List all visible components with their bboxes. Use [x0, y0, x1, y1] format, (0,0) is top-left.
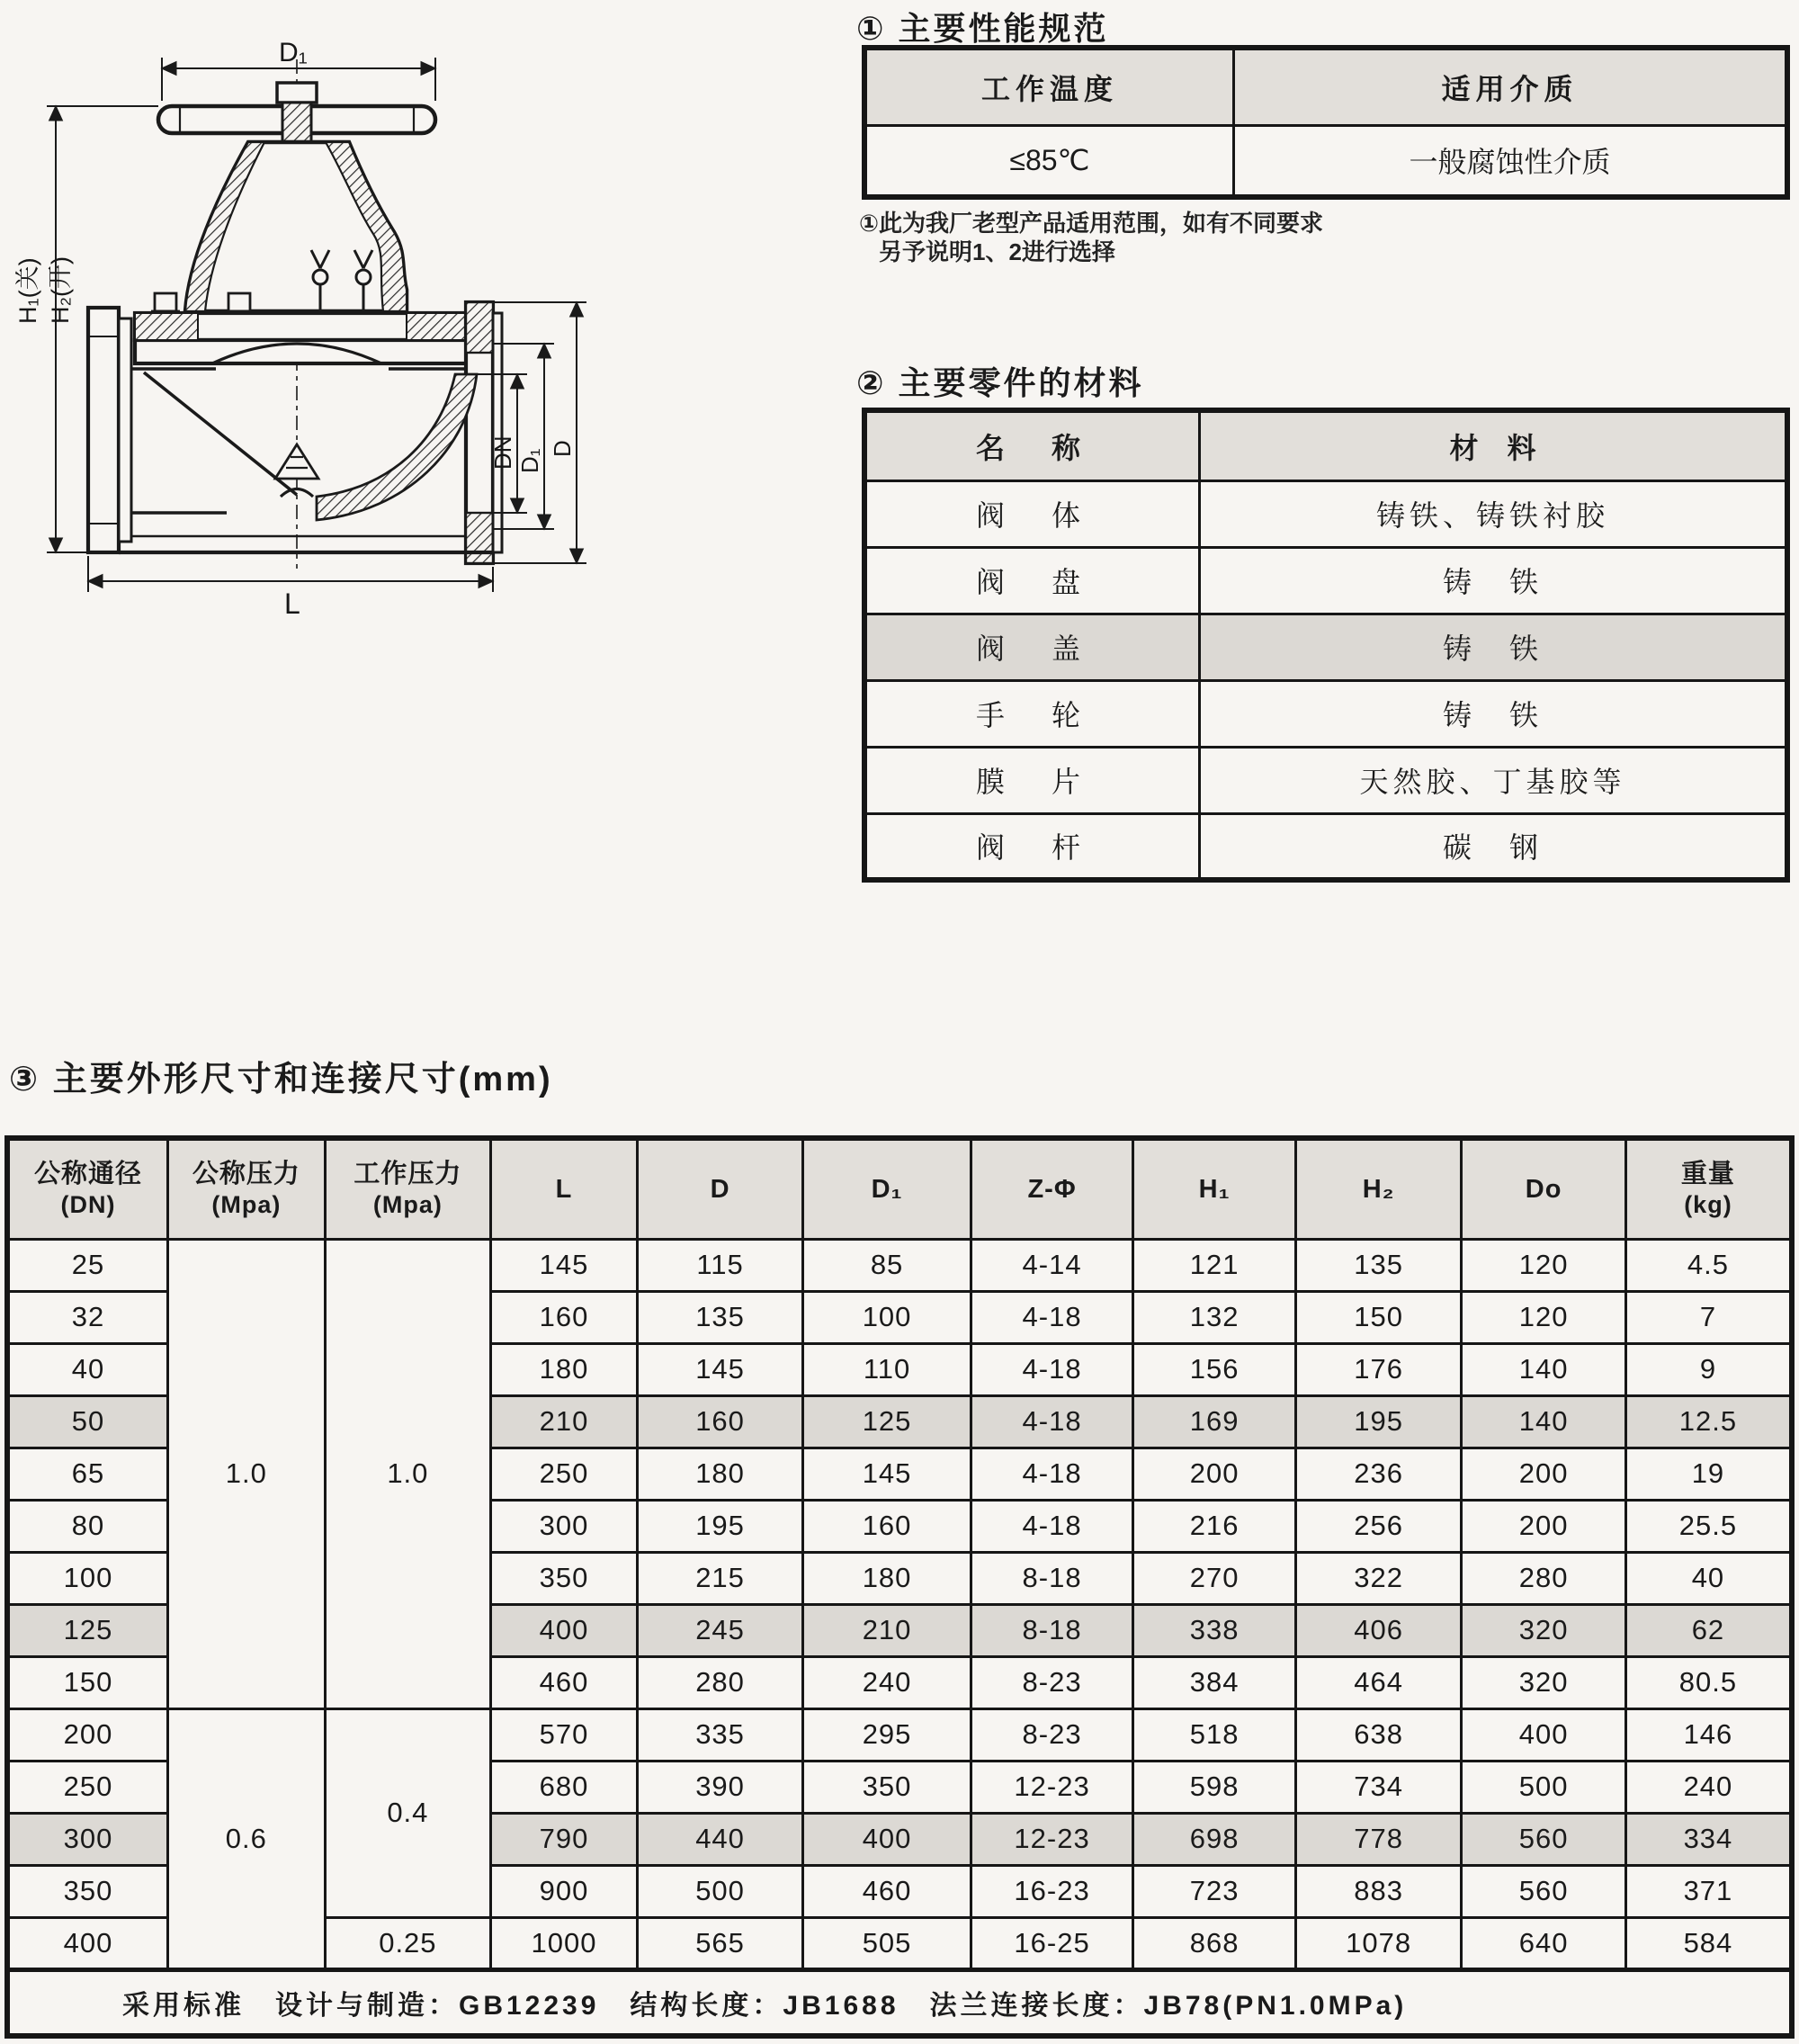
- data-cell: 640: [1462, 1917, 1626, 1969]
- dn-cell: 350: [7, 1865, 168, 1917]
- data-cell: 300: [491, 1500, 638, 1552]
- data-cell: 680: [491, 1761, 638, 1813]
- data-cell: 570: [491, 1708, 638, 1761]
- data-cell: 156: [1133, 1343, 1296, 1395]
- data-cell: 245: [637, 1604, 803, 1656]
- data-cell: 140: [1462, 1343, 1626, 1395]
- data-cell: 120: [1462, 1291, 1626, 1343]
- data-cell: 734: [1295, 1761, 1462, 1813]
- label-d1-side: D₁: [516, 448, 543, 473]
- footnote-line-2: 另予说明1、2进行选择: [879, 238, 1115, 265]
- data-cell: 280: [637, 1656, 803, 1708]
- dim-col-header: 重量 (kg): [1625, 1138, 1792, 1239]
- data-cell: 146: [1625, 1708, 1792, 1761]
- data-cell: 500: [637, 1865, 803, 1917]
- data-cell: 110: [803, 1343, 971, 1395]
- data-cell: 阀 盖: [864, 614, 1199, 680]
- data-cell: 135: [637, 1291, 803, 1343]
- dn-cell: 250: [7, 1761, 168, 1813]
- stem-nut: [277, 83, 317, 103]
- data-cell: 140: [1462, 1395, 1626, 1448]
- data-cell: 4-18: [971, 1500, 1133, 1552]
- data-cell: 铸 铁: [1199, 614, 1787, 680]
- dn-cell: 300: [7, 1813, 168, 1865]
- data-cell: 350: [491, 1552, 638, 1604]
- valve-cross-section-drawing: [0, 27, 630, 675]
- dim-col-header: L: [491, 1138, 638, 1239]
- data-cell: 180: [637, 1448, 803, 1500]
- data-cell: 320: [1462, 1604, 1626, 1656]
- data-cell: 295: [803, 1708, 971, 1761]
- data-cell: 371: [1625, 1865, 1792, 1917]
- header-row: [864, 410, 1787, 480]
- working-pressure-cell: 1.0: [325, 1239, 491, 1708]
- data-cell: 868: [1133, 1917, 1296, 1969]
- data-cell: 85: [803, 1239, 971, 1291]
- dim-row: [7, 1239, 1792, 1291]
- dn-cell: 400: [7, 1917, 168, 1969]
- data-cell: 100: [803, 1291, 971, 1343]
- nominal-pressure-cell: 1.0: [168, 1239, 326, 1708]
- data-cell: 16-25: [971, 1917, 1133, 1969]
- data-cell: 4-18: [971, 1343, 1133, 1395]
- data-cell: 790: [491, 1813, 638, 1865]
- data-cell: ≤85℃: [864, 125, 1233, 197]
- dn-cell: 100: [7, 1552, 168, 1604]
- data-cell: 121: [1133, 1239, 1296, 1291]
- data-cell: 9: [1625, 1343, 1792, 1395]
- data-cell: 8-18: [971, 1552, 1133, 1604]
- data-cell: 400: [1462, 1708, 1626, 1761]
- logo-mark: [275, 444, 318, 479]
- data-cell: 手 轮: [864, 680, 1199, 747]
- data-cell: 460: [491, 1656, 638, 1708]
- data-cell: 195: [637, 1500, 803, 1552]
- label-l: L: [284, 587, 300, 620]
- standards-row: [7, 1969, 1792, 2036]
- dim-col-header: Do: [1462, 1138, 1626, 1239]
- header-cell: 名 称: [864, 410, 1199, 480]
- data-cell: 115: [637, 1239, 803, 1291]
- dn-cell: 80: [7, 1500, 168, 1552]
- label-h-closed: H₁(关): [14, 257, 41, 324]
- dimensions-table: [4, 1135, 1795, 2039]
- data-cell: 400: [803, 1813, 971, 1865]
- data-cell: 518: [1133, 1708, 1296, 1761]
- dn-cell: 200: [7, 1708, 168, 1761]
- data-cell: 1000: [491, 1917, 638, 1969]
- data-cell: 460: [803, 1865, 971, 1917]
- data-cell: 256: [1295, 1500, 1462, 1552]
- working-pressure-cell: 0.25: [325, 1917, 491, 1969]
- data-cell: 176: [1295, 1343, 1462, 1395]
- data-cell: 778: [1295, 1813, 1462, 1865]
- data-cell: 膜 片: [864, 747, 1199, 813]
- data-cell: 500: [1462, 1761, 1626, 1813]
- data-cell: 200: [1133, 1448, 1296, 1500]
- data-cell: 25.5: [1625, 1500, 1792, 1552]
- data-cell: 505: [803, 1917, 971, 1969]
- data-cell: 135: [1295, 1239, 1462, 1291]
- dim-col-header: 工作压力 (Mpa): [325, 1138, 491, 1239]
- performance-section-title: ① 主要性能规范: [856, 10, 1109, 47]
- dim-col-header: H₁: [1133, 1138, 1296, 1239]
- materials-section-title: ② 主要零件的材料: [856, 364, 1144, 401]
- data-cell: 120: [1462, 1239, 1626, 1291]
- data-cell: 4-18: [971, 1448, 1133, 1500]
- data-cell: 723: [1133, 1865, 1296, 1917]
- data-cell: 270: [1133, 1552, 1296, 1604]
- data-cell: 160: [491, 1291, 638, 1343]
- header-cell: 工作温度: [864, 48, 1233, 125]
- data-cell: 4.5: [1625, 1239, 1792, 1291]
- body-flange: [135, 313, 470, 363]
- data-cell: 8-18: [971, 1604, 1133, 1656]
- data-cell: 铸 铁: [1199, 547, 1787, 614]
- bonnet: [185, 142, 407, 311]
- data-cell: 384: [1133, 1656, 1296, 1708]
- data-cell: 216: [1133, 1500, 1296, 1552]
- table-row: [864, 480, 1787, 547]
- header-cell: 材 料: [1199, 410, 1787, 480]
- data-cell: 322: [1295, 1552, 1462, 1604]
- data-cell: 160: [637, 1395, 803, 1448]
- table-row: [864, 125, 1787, 197]
- performance-table: [862, 45, 1790, 200]
- data-cell: 215: [637, 1552, 803, 1604]
- dn-cell: 25: [7, 1239, 168, 1291]
- data-cell: 碳 钢: [1199, 813, 1787, 880]
- working-pressure-cell: 0.4: [325, 1708, 491, 1917]
- data-cell: 320: [1462, 1656, 1626, 1708]
- table-row: [864, 680, 1787, 747]
- data-cell: 598: [1133, 1761, 1296, 1813]
- data-cell: 132: [1133, 1291, 1296, 1343]
- label-h-open: H₂(开): [47, 256, 74, 324]
- dim-header-row: [7, 1138, 1792, 1239]
- dn-cell: 125: [7, 1604, 168, 1656]
- data-cell: 8-23: [971, 1656, 1133, 1708]
- data-cell: 584: [1625, 1917, 1792, 1969]
- data-cell: 145: [637, 1343, 803, 1395]
- data-cell: 406: [1295, 1604, 1462, 1656]
- standards-note: 采用标准 设计与制造：GB12239 结构长度：JB1688 法兰连接长度：JB78(PN1.0MPa): [7, 1969, 1792, 2036]
- data-cell: 200: [1462, 1448, 1626, 1500]
- data-cell: 7: [1625, 1291, 1792, 1343]
- header-row: [864, 48, 1787, 125]
- data-cell: 4-14: [971, 1239, 1133, 1291]
- data-cell: 4-18: [971, 1291, 1133, 1343]
- data-cell: 阀 体: [864, 480, 1199, 547]
- data-cell: 560: [1462, 1813, 1626, 1865]
- data-cell: 169: [1133, 1395, 1296, 1448]
- data-cell: 240: [1625, 1761, 1792, 1813]
- dim-col-header: D: [637, 1138, 803, 1239]
- data-cell: 464: [1295, 1656, 1462, 1708]
- valve-body: [119, 369, 493, 552]
- data-cell: 638: [1295, 1708, 1462, 1761]
- dim-row: [7, 1708, 1792, 1761]
- data-cell: 698: [1133, 1813, 1296, 1865]
- data-cell: 180: [491, 1343, 638, 1395]
- data-cell: 250: [491, 1448, 638, 1500]
- nominal-pressure-cell: 0.6: [168, 1708, 326, 1969]
- data-cell: 210: [803, 1604, 971, 1656]
- data-cell: 天然胶、丁基胶等: [1199, 747, 1787, 813]
- table-row: [864, 813, 1787, 880]
- dim-col-header: 公称通径 (DN): [7, 1138, 168, 1239]
- data-cell: 160: [803, 1500, 971, 1552]
- data-cell: 180: [803, 1552, 971, 1604]
- table-row: [864, 547, 1787, 614]
- data-cell: 阀 杆: [864, 813, 1199, 880]
- data-cell: 338: [1133, 1604, 1296, 1656]
- data-cell: 62: [1625, 1604, 1792, 1656]
- data-cell: 12.5: [1625, 1395, 1792, 1448]
- dimension-l: [88, 556, 493, 592]
- inlet-flange: [88, 308, 131, 552]
- weir-curve: [317, 374, 477, 520]
- footnote-line-1: ①此为我厂老型产品适用范围，如有不同要求: [859, 210, 1324, 237]
- handwheel: [158, 83, 435, 149]
- data-cell: 350: [803, 1761, 971, 1813]
- data-cell: 16-23: [971, 1865, 1133, 1917]
- dim-col-header: D₁: [803, 1138, 971, 1239]
- data-cell: 335: [637, 1708, 803, 1761]
- data-cell: 560: [1462, 1865, 1626, 1917]
- data-cell: 195: [1295, 1395, 1462, 1448]
- data-cell: 280: [1462, 1552, 1626, 1604]
- data-cell: 900: [491, 1865, 638, 1917]
- data-cell: 236: [1295, 1448, 1462, 1500]
- materials-table: [862, 408, 1790, 883]
- data-cell: 390: [637, 1761, 803, 1813]
- data-cell: 一般腐蚀性介质: [1233, 125, 1787, 197]
- table-row: [864, 747, 1787, 813]
- data-cell: 125: [803, 1395, 971, 1448]
- data-cell: 883: [1295, 1865, 1462, 1917]
- outlet-flange: [466, 302, 502, 563]
- dn-cell: 65: [7, 1448, 168, 1500]
- data-cell: 铸铁、铸铁衬胶: [1199, 480, 1787, 547]
- data-cell: 240: [803, 1656, 971, 1708]
- table-row: [864, 614, 1787, 680]
- data-cell: 40: [1625, 1552, 1792, 1604]
- header-cell: 适用介质: [1233, 48, 1787, 125]
- data-cell: 12-23: [971, 1813, 1133, 1865]
- data-cell: 145: [491, 1239, 638, 1291]
- dim-col-header: 公称压力 (Mpa): [168, 1138, 326, 1239]
- data-cell: 200: [1462, 1500, 1626, 1552]
- data-cell: 440: [637, 1813, 803, 1865]
- data-cell: 565: [637, 1917, 803, 1969]
- dn-cell: 50: [7, 1395, 168, 1448]
- data-cell: 19: [1625, 1448, 1792, 1500]
- data-cell: 334: [1625, 1813, 1792, 1865]
- data-cell: 12-23: [971, 1761, 1133, 1813]
- data-cell: 4-18: [971, 1395, 1133, 1448]
- data-cell: 145: [803, 1448, 971, 1500]
- performance-footnote: [859, 209, 1669, 266]
- label-d-side: D: [549, 440, 576, 457]
- data-cell: 阀 盘: [864, 547, 1199, 614]
- data-cell: 铸 铁: [1199, 680, 1787, 747]
- label-dn: DN: [489, 435, 516, 470]
- data-cell: 80.5: [1625, 1656, 1792, 1708]
- data-cell: 1078: [1295, 1917, 1462, 1969]
- label-d1-top: D₁: [279, 38, 308, 67]
- dim-col-header: H₂: [1295, 1138, 1462, 1239]
- data-cell: 150: [1295, 1291, 1462, 1343]
- dimensions-section-title: ③ 主要外形尺寸和连接尺寸(mm): [9, 1061, 553, 1098]
- dn-cell: 150: [7, 1656, 168, 1708]
- data-cell: 210: [491, 1395, 638, 1448]
- dim-col-header: Z-Φ: [971, 1138, 1133, 1239]
- data-cell: 8-23: [971, 1708, 1133, 1761]
- data-cell: 400: [491, 1604, 638, 1656]
- dn-cell: 40: [7, 1343, 168, 1395]
- dn-cell: 32: [7, 1291, 168, 1343]
